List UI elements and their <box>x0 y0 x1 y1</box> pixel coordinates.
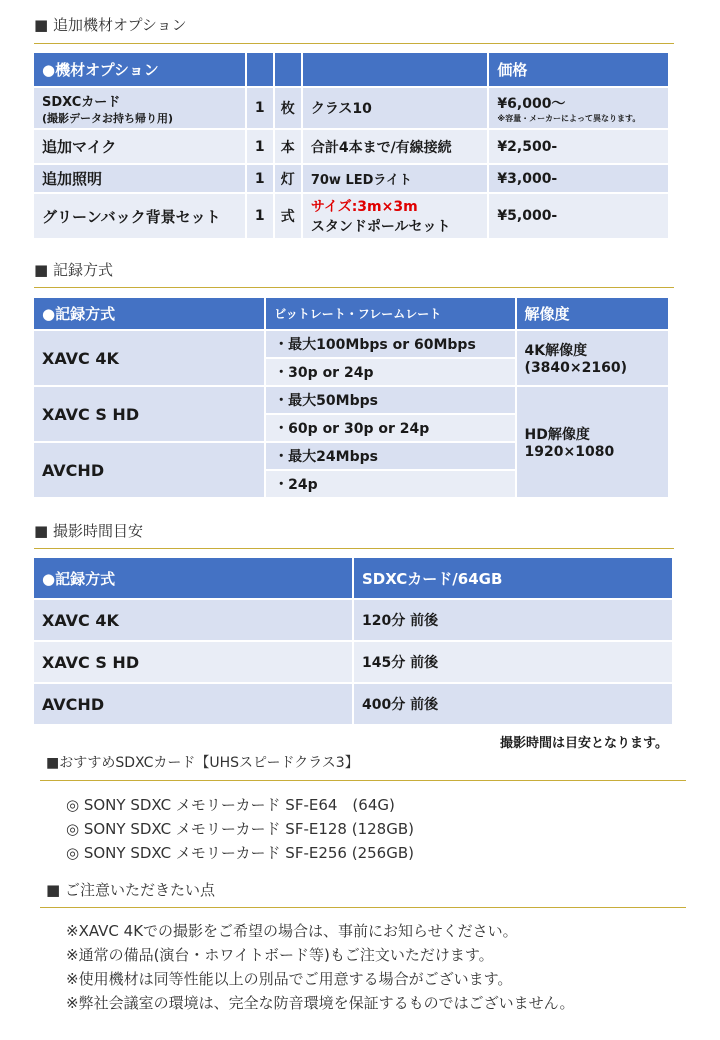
item-unit: 灯 <box>275 165 301 192</box>
item-name: グリーンバック背景セット <box>34 194 245 238</box>
table-header: SDXCカード/64GB <box>354 558 672 598</box>
notice-item: ※XAVC 4Kでの撮影をご希望の場合は、事前にお知らせください。 <box>66 922 518 940</box>
item-price: ¥6,000～ ※容量・メーカーによって異なります。 <box>489 88 668 128</box>
section-title-time: ■ 撮影時間目安 <box>34 522 143 540</box>
table-header <box>275 53 301 86</box>
rate-cell: ・最大100Mbps or 60Mbps <box>266 331 514 357</box>
time-cell: 400分 前後 <box>354 684 672 724</box>
item-qty: 1 <box>247 88 273 128</box>
resolution-cell: HD解像度 1920×1080 <box>517 387 668 497</box>
table-row <box>34 387 668 413</box>
list-item: ◎ SONY SDXC メモリーカード SF-E128 (128GB) <box>66 820 414 838</box>
table-row <box>34 331 668 357</box>
table-header <box>247 53 273 86</box>
table-header-row <box>34 53 668 86</box>
format-name: XAVC 4K <box>34 600 352 640</box>
item-qty: 1 <box>247 130 273 163</box>
item-spec: 合計4本まで/有線接続 <box>303 130 488 163</box>
format-name: AVCHD <box>34 443 264 497</box>
time-note: 撮影時間は目安となります。 <box>500 736 668 751</box>
table-header-row <box>34 558 672 598</box>
rate-cell: ・最大24Mbps <box>266 443 514 469</box>
table-header: ●記録方式 <box>34 558 352 598</box>
table-header-row <box>34 298 668 329</box>
equipment-table <box>32 51 670 240</box>
recording-table <box>32 296 670 499</box>
item-unit: 枚 <box>275 88 301 128</box>
notice-item: ※使用機材は同等性能以上の別品でご用意する場合がございます。 <box>66 970 513 988</box>
item-price: ¥5,000- <box>489 194 668 238</box>
time-cell: 145分 前後 <box>354 642 672 682</box>
table-row <box>34 130 668 163</box>
format-name: AVCHD <box>34 684 352 724</box>
item-unit: 本 <box>275 130 301 163</box>
item-price: ¥2,500- <box>489 130 668 163</box>
divider <box>34 287 674 288</box>
item-price: ¥3,000- <box>489 165 668 192</box>
table-header <box>303 53 488 86</box>
rate-cell: ・60p or 30p or 24p <box>266 415 514 441</box>
format-name: XAVC 4K <box>34 331 264 385</box>
item-spec: サイズ:3m×3m スタンドポールセット <box>303 194 488 238</box>
table-row <box>34 684 672 724</box>
table-row <box>34 88 668 128</box>
item-name: SDXCカード (撮影データお持ち帰り用) <box>34 88 245 128</box>
divider <box>34 548 674 549</box>
time-cell: 120分 前後 <box>354 600 672 640</box>
table-row <box>34 600 672 640</box>
format-name: XAVC S HD <box>34 642 352 682</box>
table-header: 解像度 <box>517 298 668 329</box>
section-title-equipment: ■ 追加機材オプション <box>34 16 187 34</box>
divider <box>40 907 686 908</box>
table-header: 価格 <box>489 53 668 86</box>
table-row <box>34 165 668 192</box>
table-header: ビットレート・フレームレート <box>266 298 514 329</box>
item-qty: 1 <box>247 194 273 238</box>
divider <box>34 43 674 44</box>
notice-item: ※弊社会議室の環境は、完全な防音環境を保証するものではございません。 <box>66 994 575 1012</box>
rate-cell: ・24p <box>266 471 514 497</box>
resolution-cell: 4K解像度 (3840×2160) <box>517 331 668 385</box>
table-row <box>34 642 672 682</box>
divider <box>40 780 686 781</box>
item-spec: 70w LEDライト <box>303 165 488 192</box>
item-qty: 1 <box>247 165 273 192</box>
format-name: XAVC S HD <box>34 387 264 441</box>
rate-cell: ・30p or 24p <box>266 359 514 385</box>
section-title-notice: ■ ご注意いただきたい点 <box>46 881 215 899</box>
list-item: ◎ SONY SDXC メモリーカード SF-E256 (256GB) <box>66 844 414 862</box>
rate-cell: ・最大50Mbps <box>266 387 514 413</box>
item-name: 追加照明 <box>34 165 245 192</box>
table-row <box>34 194 668 238</box>
item-spec: クラス10 <box>303 88 488 128</box>
section-title-sdxc: ■おすすめSDXCカード【UHSスピードクラス3】 <box>46 755 359 771</box>
section-title-recording: ■ 記録方式 <box>34 261 113 279</box>
table-header: ●機材オプション <box>34 53 245 86</box>
table-header: ●記録方式 <box>34 298 264 329</box>
item-unit: 式 <box>275 194 301 238</box>
notice-item: ※通常の備品(演台・ホワイトボード等)もご注文いただけます。 <box>66 946 494 964</box>
time-table <box>32 556 674 726</box>
list-item: ◎ SONY SDXC メモリーカード SF-E64 (64G) <box>66 796 395 814</box>
item-name: 追加マイク <box>34 130 245 163</box>
